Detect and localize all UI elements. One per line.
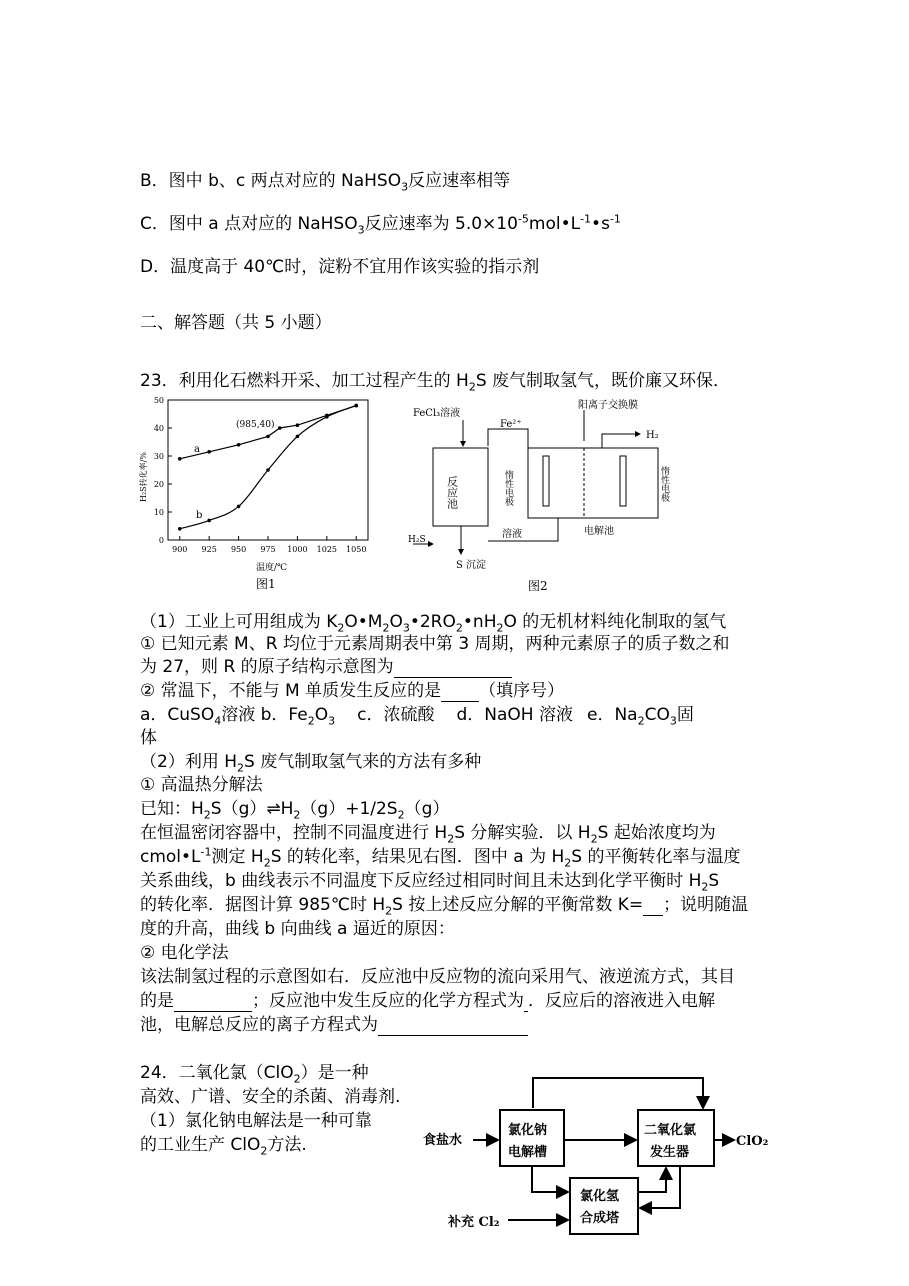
fe2-flow [488,429,528,456]
x-tick-label: 1000 [287,545,308,554]
q24-line4: 的工业生产 ClO$_2$方法. [140,1135,307,1158]
q23-line16: 该法制氢过程的示意图如右．反应池中反应物的流向采用气、液逆流方式，其目 [140,967,735,987]
q23-line12: 关系曲线，b 曲线表示不同温度下反应经过相同时间且未达到化学平衡时 $H_2S$ [140,871,720,894]
answer-blank[interactable] [174,993,252,1012]
right-electrode [620,456,626,506]
q23-line10: 在恒温密闭容器中，控制不同温度进行 $H_2S$ 分解实验．以 $H_2S$ 起始浓度均为 [140,823,716,846]
electrolysis-cell [528,448,658,518]
hcl-to-generator [638,1168,666,1192]
x-tick-label: 975 [260,545,276,554]
y-tick-label: 0 [158,536,164,545]
q23-line18: 池，电解总反应的离子方程式为 [140,1014,528,1036]
box1-line1: 氯化钠 [508,1123,548,1138]
x-axis-label: 温度/℃ [256,563,288,573]
series-b-point [354,404,358,408]
q23-line6: 体 [140,728,157,748]
y-tick-label: 30 [153,452,164,461]
y-tick-label: 40 [153,424,164,433]
answer-blank[interactable] [394,659,512,678]
brine-label: 食盐水 [423,1133,463,1148]
y-tick-label: 20 [153,480,164,489]
fig2-diagram [408,396,708,596]
series-b-point [266,468,270,472]
left-electrode [543,456,549,506]
q23-line15: ② 电化学法 [140,943,229,963]
x-ticks [172,536,366,554]
q24-line3: （1）氯化钠电解法是一种可靠 [140,1111,372,1131]
generator-to-synthesis [640,1166,680,1208]
x-tick-label: 925 [201,545,217,554]
solution-flow [488,518,558,541]
series-a-point [178,457,182,461]
solution-label: 溶液 [502,529,522,540]
answer-blank[interactable] [643,897,663,916]
output-label: ClO₂ [736,1134,769,1149]
h2-label: H₂ [646,430,659,441]
q23-line8: ① 高温热分解法 [140,775,263,795]
q23-line11: $cmol•L^{-1}$测定 $H_2S$ 的转化率，结果见右图．图中 a 为 $H_2S$ 的平衡转化率与温度 [140,845,741,870]
right-electrode-label: 惰性电极 [659,466,669,502]
series-a-line [180,406,356,459]
membrane-label: 阳离子交换膜 [578,400,638,411]
fe2-label: Fe²⁺ [500,419,522,430]
q24-line1: 24．二氧化氯（ClO$_2$）是一种 [140,1063,369,1086]
series-a-point [266,435,270,439]
box1-line2: 电解槽 [508,1145,548,1160]
option-d: D．温度高于 40℃时，淀粉不宜用作该实验的指示剂 [140,257,540,277]
fig1-chart [128,392,378,592]
box2-line1: 二氧化氯 [644,1123,697,1138]
fig1-caption: 图1 [256,577,276,591]
x-tick-label: 1025 [316,545,338,554]
answer-blank[interactable] [378,1017,528,1036]
tank-label: 反应池 [445,476,459,509]
q23-line9: 已知：$H_2S(g)\rightleftharpoons H_2(g)+1/2S_2(g)$ [140,799,450,822]
series-a-point [296,423,300,427]
series-a-point [278,426,282,430]
x-tick-label: 1050 [346,545,367,554]
series-b-point [207,519,211,523]
q23-line14: 度的升高，曲线 b 向曲线 a 逼近的原因： [140,919,455,939]
to-synthesis-arrow [532,1166,568,1192]
q23-line3: 为 27，则 R 的原子结构示意图为 [140,656,512,678]
y-tick-label: 50 [153,396,164,405]
q23-part1: （1）工业上可用组成为 $K_2O•M_2O_3•2RO_2•nH_2O$ 的无机材料纯化制取的氢气 [140,612,727,635]
series-a-point [237,443,241,447]
y-tick-label: 10 [153,508,164,517]
curve-a-label: a [194,444,200,455]
x-tick-label: 950 [230,545,247,554]
q23-line4: ② 常温下，不能与 M 单质发生反应的是 （填序号） [140,681,565,701]
box3-line1: 氯化氢 [580,1189,620,1204]
h2s-label: H₂S [408,535,426,545]
reaction-tank [433,448,488,526]
box2-line2: 发生器 [650,1145,690,1160]
curve-b-label: b [196,510,203,521]
x-tick-label: 900 [172,545,188,554]
y-axis-label: H₂S转化率/% [139,452,148,502]
q23-intro: 23．利用化石燃料开采、加工过程产生的 $H_2S$ 废气制取氢气，既价廉又环保． [140,371,731,394]
series-b-point [325,415,329,419]
q23-line5: a．CuSO$_4$溶液 b．$Fe_2O_3$ c．浓硫酸 d．NaOH 溶液 e．$Na_2CO_3$固 [140,705,694,728]
h2-outlet [602,434,640,448]
q23-line17: 的是 ；反应池中发生反应的化学方程式为 ．反应后的溶液进入电解 [140,991,715,1011]
point-annotation: (985,40) [236,420,275,430]
left-electrode-label: 惰性电极 [503,470,513,506]
recycle-loop [533,1078,703,1108]
q23-line2: ① 已知元素 M、R 均位于元素周期表中第 3 周期，两种元素原子的质子数之和 [140,634,730,654]
series-a-point [207,450,211,454]
fecl3-label: FeCl₃溶液 [413,408,461,419]
cell-label: 电解池 [584,526,614,537]
fig2-caption: 图2 [528,579,548,593]
supplement-label: 补充 Cl₂ [448,1215,500,1230]
series-b-point [237,505,241,509]
answer-blank[interactable] [441,683,479,702]
option-b: B．图中 b、c 两点对应的 NaHSO$_3$反应速率相等 [140,171,511,194]
series-b-point [296,435,300,439]
series-b-point [178,527,182,531]
q23-line13: 的转化率．据图计算 985℃时 $H_2S$ 按上述反应分解的平衡常数 K= ；说明随温 [140,895,749,918]
q24-line2: 高效、广谱、安全的杀菌、消毒剂. [140,1087,401,1107]
fig3-flow-diagram [418,1068,778,1248]
box3-line2: 合成塔 [580,1211,620,1226]
option-c: C．图中 a 点对应的 NaHSO$_3$反应速率为 $5.0\times 10^{-5}mol•L^{-1}•s^{-1}$ [140,212,621,237]
precipitate-label: S 沉淀 [456,560,487,571]
y-ticks [154,396,172,545]
q23-part2: （2）利用 $H_2S$ 废气制取氢气来的方法有多种 [140,752,482,775]
section-heading: 二、解答题（共 5 小题） [140,313,332,333]
